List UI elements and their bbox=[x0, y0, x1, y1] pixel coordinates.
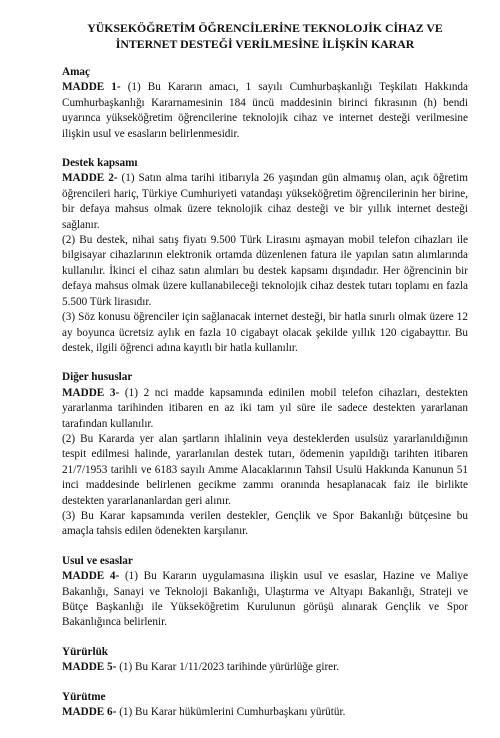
article-paragraph bbox=[62, 386, 468, 432]
article-text: (3) Söz konusu öğrenciler için sağlanacak internet desteği, bir hatla sınırlı olmak üzere 12 ay boyunca ücretsiz aylık en fazla 10 cigabayt olacak şekilde yıllık 120 cigabayttır. Bu destek, ilgili öğrenci adına kayıtlı bir hatla kullanılır. bbox=[62, 311, 468, 354]
article-paragraph bbox=[62, 233, 468, 310]
article-number: MADDE 6- bbox=[62, 706, 117, 719]
section-heading: Diğer hususlar bbox=[62, 371, 133, 384]
document-title bbox=[62, 20, 468, 52]
section-heading: Yürürlük bbox=[62, 645, 109, 658]
article-text: (3) Bu Karar kapsamında verilen destekler, Gençlik ve Spor Bakanlığı bütçesine bu amaçla tahsis edilen ödenekten karşılanır. bbox=[62, 509, 468, 538]
article-paragraph bbox=[62, 80, 468, 142]
section-heading: Destek kapsamı bbox=[62, 157, 138, 170]
title-line-1: YÜKSEKÖĞRETİM ÖĞRENCİLERİNE TEKNOLOJİK CİHAZ VE bbox=[87, 21, 443, 35]
section-heading: Amaç bbox=[62, 66, 90, 78]
section-amac bbox=[62, 65, 468, 142]
section-usul-ve-esaslar bbox=[62, 554, 468, 631]
article-number: MADDE 3- bbox=[62, 386, 120, 399]
article-text: (2) Bu destek, nihai satış fiyatı 9.500 Türk Lirasını aşmayan mobil telefon cihazları ile bilgisayar cihazlarının elektronik ortamda düzenlenen fatura ile yapılan satın alımlarında kullanılır. İkinci el cihaz satın alımları bu destek kapsamı dışındadır. Her öğrencinin bir defaya mahsus olmak üzere kullanabileceği teknolojik cihaz destek tutarı toplamı en fazla 5.500 Türk lirasıdır. bbox=[62, 234, 468, 308]
section-heading: Yürütme bbox=[62, 690, 106, 703]
section-yurutme bbox=[62, 690, 468, 721]
article-paragraph bbox=[62, 171, 468, 233]
article-text: (2) Bu Kararda yer alan şartların ihlalinin veya desteklerden usulsüz yararlanıldığının tespit edilmesi halinde, yararlanılan destek tutarı, ödemenin yapıldığı tarihten itibaren 21/7/1953 tarihli ve 6183 sayılı Amme Alacaklarının Tahsil Usulü Hakkında Kanunun 51 inci maddesinde belirlenen gecikme zammı oranında hesaplanacak faiz ile birlikte destekten yararlananlardan geri alınır. bbox=[62, 432, 468, 507]
section-diger-hususlar bbox=[62, 370, 468, 539]
article-text: (1) Bu Karar 1/11/2023 tarihinde yürürlüğe girer. bbox=[116, 661, 340, 674]
article-paragraph bbox=[62, 705, 468, 720]
article-number: MADDE 4- bbox=[62, 570, 120, 583]
article-paragraph bbox=[62, 569, 468, 631]
title-line-2: İNTERNET DESTEĞİ VERİLMESİNE İLİŞKİN KARAR bbox=[115, 37, 415, 51]
article-paragraph bbox=[62, 310, 468, 356]
section-yururluk bbox=[62, 645, 468, 676]
section-heading: Usul ve esaslar bbox=[62, 554, 133, 567]
article-text: (1) 2 nci madde kapsamında edinilen mobil telefon cihazları, destekten yararlanma tarihinden itibaren en az iki tam yıl süre ile sadece destekten yararlanan tarafından kullanılır. bbox=[62, 386, 468, 430]
section-destek-kapsami bbox=[62, 156, 468, 356]
article-text: (1) Bu Kararın amacı, 1 sayılı Cumhurbaşkanlığı Teşkilatı Hakkında Cumhurbaşkanlığı Kararnamesinin 184 üncü maddesinin birinci fıkrasının (h) bendi uyarınca yükseköğretim öğrencilerine teknolojik cihaz ve internet desteği verilmesine ilişkin usul ve esasların belirlenmesidir. bbox=[62, 81, 468, 140]
article-text: (1) Satın alma tarihi itibarıyla 26 yaşından gün almamış olan, açık öğretim öğrencileri hariç, Türkiye Cumhuriyeti vatandaşı yükseköğretim öğrencilerinin her birine, bir defaya mahsus olmak üzere teknolojik cihaz desteği ve bir yıllık internet desteği sağlanır. bbox=[62, 172, 468, 231]
article-number: MADDE 5- bbox=[62, 661, 117, 674]
article-text: (1) Bu Kararın uygulamasına ilişkin usul ve esaslar, Hazine ve Maliye Bakanlığı, Sanayi ve Teknoloji Bakanlığı, Ulaştırma ve Altyapı Bakanlığı, Strateji ve Bütçe Başkanlığı ile Yükseköğretim Kurulunun görüşü alınarak Gençlik ve Spor Bakanlığınca belirlenir. bbox=[62, 570, 468, 629]
article-paragraph bbox=[62, 509, 468, 540]
article-paragraph bbox=[62, 432, 468, 509]
article-number: MADDE 2- bbox=[62, 172, 118, 185]
article-number: MADDE 1- bbox=[62, 81, 121, 94]
article-text: (1) Bu Karar hükümlerini Cumhurbaşkanı yürütür. bbox=[116, 706, 346, 719]
article-paragraph bbox=[62, 660, 468, 675]
